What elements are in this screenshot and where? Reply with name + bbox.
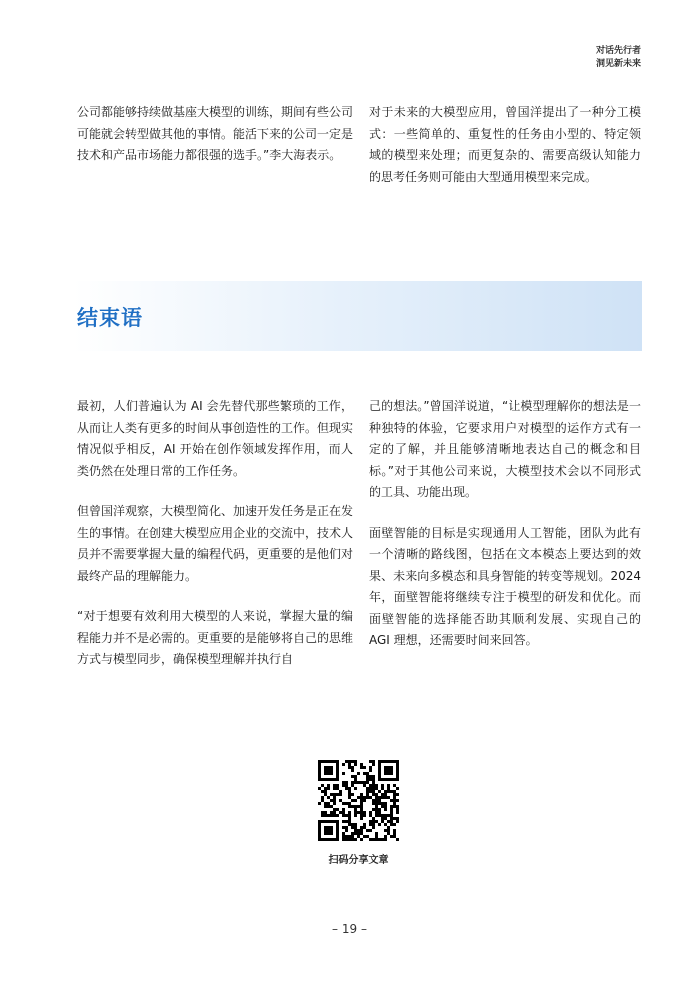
header-line-1: 对话先行者 <box>595 46 641 56</box>
top-left-column <box>77 102 353 186</box>
page-header <box>596 45 641 71</box>
paragraph: 公司都能够持续做基座大模型的训练，期间有些公司可能就会转型做其他的事情。能活下来的公司一定是技术和产品市场能力都很强的选手。”李大海表示。 <box>77 105 354 162</box>
paragraph: 对于未来的大模型应用，曾国洋提出了一种分工模式：一些简单的、重复性的任务由小型的、特定领域的模型来处理；而更复杂的、需要高级认知能力的思考任务则可能由大型通用模型来完成。 <box>369 105 641 184</box>
qr-caption: 扫码分享文章 <box>328 855 389 866</box>
paragraph: 面壁智能的目标是实现通用人工智能，团队为此有一个清晰的路线图，包括在文本模态上要达到的效果、未来向多模态和具身智能的转变等规划。2024 年，面壁智能将继续专注于模型的研发和优化。而面壁智能的选择能否助其顺利发展、实现自己的 AGI 理想，还需要时间来回答。 <box>369 525 641 647</box>
body-left-column <box>77 396 353 690</box>
paragraph: 但曾国洋观察，大模型简化、加速开发任务是正在发生的事情。在创建大模型应用企业的交流中，技术人员并不需要掌握大量的编程代码，更重要的是他们对最终产品的理解能力。 <box>77 504 354 583</box>
body-right-column <box>369 396 641 671</box>
qr-code-image <box>318 760 399 841</box>
paragraph: “对于想要有效利用大模型的人来说，掌握大量的编程能力并不是必需的。更重要的是能够将自己的思维方式与模型同步，确保模型理解并执行自 <box>77 609 354 666</box>
page-number: – 19 – <box>332 922 367 936</box>
top-right-column <box>369 102 641 207</box>
qr-code[interactable] <box>318 760 399 841</box>
header-line-2: 洞见新未来 <box>595 59 641 69</box>
paragraph: 最初，人们普遍认为 AI 会先替代那些繁琐的工作，从而让人类有更多的时间从事创造性的工作。但现实情况似乎相反，AI 开始在创作领域发挥作用，而人类仍然在处理日常的工作任务。 <box>77 399 354 478</box>
section-banner <box>73 281 642 351</box>
paragraph: 己的想法。”曾国洋说道，“让模型理解你的想法是一种独特的体验，它要求用户对模型的运作方式有一定的了解，并且能够清晰地表达自己的概念和目标。”对于其他公司来说，大模型技术会以不同形式的工具、功能出现。 <box>369 399 641 499</box>
section-title: 结束语 <box>77 306 143 330</box>
